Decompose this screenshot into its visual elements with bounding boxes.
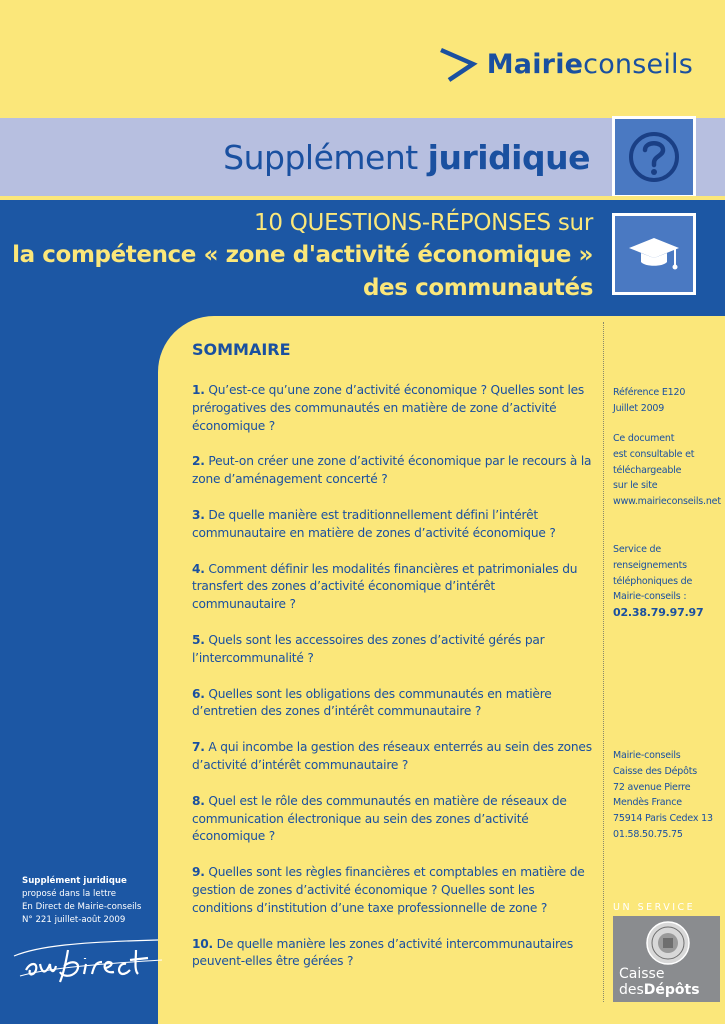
- address-line: 72 avenue Pierre: [613, 781, 691, 793]
- question-text: A qui incombe la gestion des réseaux enterrés au sein des zones d’activité d’intérêt communautaire ?: [192, 740, 592, 772]
- question-text: Quel est le rôle des communautés en matière de réseaux de communication électronique au sein des zones d’activité économique ?: [192, 793, 567, 844]
- question-box: [612, 116, 696, 198]
- question-number: 2.: [192, 454, 205, 469]
- brand-name-light: conseils: [583, 48, 693, 80]
- reference-info: [613, 385, 723, 417]
- question-number: 5.: [192, 632, 205, 647]
- question-text: Quelles sont les obligations des communautés en matière d’entretien des zones d’intérêt communautaire ?: [192, 686, 552, 719]
- document-info-line: téléchargeable: [613, 464, 682, 476]
- cdc-des: des: [619, 982, 644, 998]
- reference-date: Juillet 2009: [613, 402, 665, 414]
- en-direct-logo-icon: [8, 928, 168, 992]
- question-item: [192, 686, 592, 722]
- question-number: 1.: [192, 383, 205, 397]
- service-info-line: Mairie-conseils :: [613, 591, 687, 603]
- question-number: 3.: [192, 507, 205, 522]
- headline-sur: sur: [550, 210, 593, 236]
- dotted-divider: [603, 322, 604, 1002]
- reference-code: Référence E120: [613, 387, 686, 398]
- supplement-title-bold: juridique: [427, 138, 590, 177]
- question-item: [192, 936, 592, 972]
- address-line: 75914 Paris Cedex 13: [613, 813, 713, 825]
- publication-issue: N° 221 juillet-août 2009: [22, 915, 126, 925]
- publication-title: Supplément juridique: [22, 876, 127, 886]
- question-list: [192, 382, 592, 989]
- question-item: [192, 739, 592, 775]
- graduation-box: [612, 213, 696, 295]
- address-line: Mairie-conseils: [613, 750, 681, 761]
- document-info-line: sur le site: [613, 480, 658, 492]
- question-text: Comment définir les modalités financières et patrimoniales du transfert des zones d’activité économique d’intérêt communautaire ?: [192, 561, 578, 612]
- address-line: Caisse des Dépôts: [613, 765, 697, 777]
- question-mark-icon: [615, 119, 693, 195]
- phone-number: 02.38.79.97.97: [613, 606, 704, 620]
- question-text: De quelle manière est traditionnellement défini l’intérêt communautaire en matière de zones d’activité économique ?: [192, 507, 556, 540]
- supplement-title-light: Supplément: [223, 138, 428, 177]
- question-number: 7.: [192, 740, 205, 755]
- graduation-cap-icon: [615, 216, 693, 292]
- headline-line-1: [254, 210, 593, 236]
- headline-line-2: la compétence « zone d'activité économique »: [12, 242, 593, 268]
- website-link[interactable]: www.mairieconseils.net: [613, 496, 721, 508]
- sommaire-title: SOMMAIRE: [192, 340, 291, 359]
- question-text: Peut-on créer une zone d’activité économique par le recours à la zone d’aménagement concerté ?: [192, 454, 592, 487]
- supplement-title: [223, 138, 590, 177]
- question-text: Quels sont les accessoires des zones d’activité gérés par l’intercommunalité ?: [192, 632, 545, 665]
- cdc-name-line-1: Caisse: [619, 966, 665, 982]
- question-item: [192, 793, 592, 846]
- question-number: 6.: [192, 686, 205, 701]
- question-item: [192, 864, 592, 917]
- question-number: 10.: [192, 936, 213, 951]
- service-info-line: Service de: [613, 544, 662, 555]
- document-info-line: est consultable et: [613, 448, 695, 460]
- question-item: [192, 507, 592, 543]
- cdc-depots: Dépôts: [643, 982, 700, 998]
- address-block: [613, 748, 723, 843]
- chevron-logo-icon: [439, 44, 481, 84]
- brand-name-bold: Mairie: [486, 48, 584, 80]
- question-text: Qu’est-ce qu’une zone d’activité économique ? Quelles sont les prérogatives des communautés en matière de zone d’activité économique ?: [192, 383, 585, 433]
- headline-line-3: des communautés: [362, 275, 593, 301]
- brand-logo: [439, 44, 693, 84]
- phone-service-info: [613, 542, 723, 621]
- document-info-line: Ce document: [613, 433, 675, 444]
- question-text: Quelles sont les règles financières et comptables en matière de gestion de zones d’activité économique ? Quelles sont les conditions d’institution d’une taxe professionnelle de zone ?: [192, 865, 585, 915]
- un-service-label: UN SERVICE: [613, 902, 696, 913]
- question-item: [192, 632, 592, 668]
- document-info: [613, 431, 723, 510]
- publication-line: En Direct de Mairie-conseils: [22, 902, 142, 912]
- publication-line: proposé dans la lettre: [22, 889, 117, 899]
- caisse-des-depots-logo: [613, 916, 720, 1002]
- question-number: 8.: [192, 793, 205, 808]
- address-phone: 01.58.50.75.75: [613, 828, 683, 840]
- question-text: De quelle manière les zones d’activité intercommunautaires peuvent-elles être gérées ?: [192, 936, 573, 969]
- question-item: [192, 382, 592, 435]
- headline-count: 10 QUESTIONS-RÉPONSES: [254, 210, 551, 236]
- service-info-line: renseignements: [613, 559, 687, 571]
- publication-info: [22, 875, 157, 927]
- question-item: [192, 561, 592, 614]
- address-line: Mendès France: [613, 797, 682, 809]
- seal-icon: [645, 920, 691, 966]
- question-number: 4.: [192, 561, 205, 576]
- cdc-name-line-2: [619, 982, 700, 998]
- question-number: 9.: [192, 865, 205, 880]
- service-info-line: téléphoniques de: [613, 575, 693, 587]
- question-item: [192, 453, 592, 489]
